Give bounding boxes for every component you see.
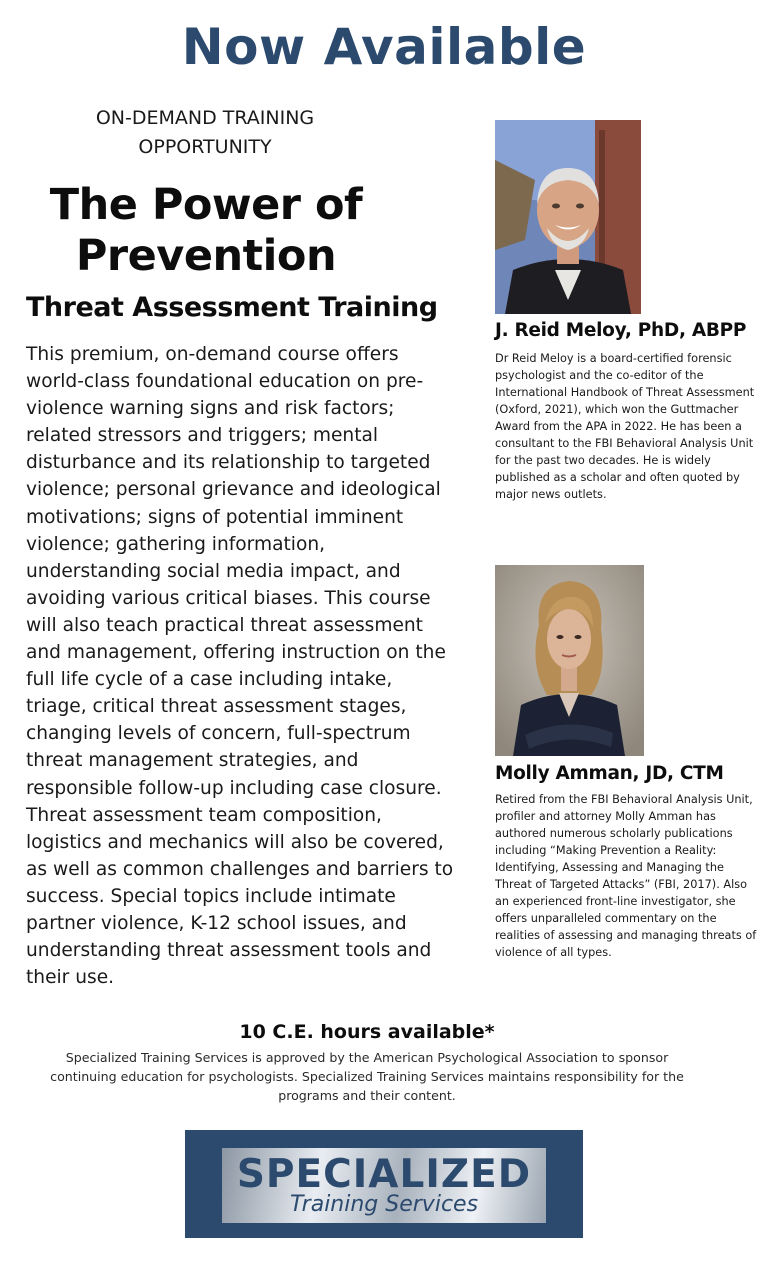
presenter-name-meloy: J. Reid Meloy, PhD, ABPP — [495, 320, 747, 341]
presenter-name-amman: Molly Amman, JD, CTM — [495, 763, 724, 784]
logo-tagline: Training Services — [289, 1192, 479, 1217]
ce-approval-note: Specialized Training Services is approved by the American Psychological Association to sponsor continuing education for psychologists. Specialized Training Services maintains responsibility for the programs and their content. — [50, 1050, 684, 1103]
course-subtitle: Threat Assessment Training — [26, 292, 438, 323]
course-description: This premium, on-demand course offers world-class foundational education on pre-violence warning signs and risk factors; related stressors and triggers; mental disturbance and its relationship to targeted violence; personal grievance and ideological motivations; signs of potential imminent violence; gathering information, understanding social media impact, and avoiding various critical biases. This course will also teach practical threat assessment and management, offering instruction on the full life cycle of a case including intake, triage, critical threat assessment stages, changing levels of concern, full-spectrum threat management strategies, and responsible follow-up including case closure. Threat assessment team composition, logistics and mechanics will also be covered, as well as common challenges and barriers to success. Special topics include intimate partner violence, K-12 school issues, and understanding threat assessment tools and their use. — [26, 344, 454, 989]
presenter-photo-amman — [495, 565, 644, 756]
training-kicker: ON-DEMAND TRAINING OPPORTUNITY — [95, 107, 315, 158]
presenter-bio-meloy: Dr Reid Meloy is a board-certified forensic psychologist and the co-editor of the International Handbook of Threat Assessment (Oxford, 2021), which won the Guttmacher Award from the APA in 2022. He has been a consultant to the FBI Behavioral Analysis Unit for the past two decades. He is widely published as a scholar and often quoted by major news outlets. — [495, 352, 755, 501]
logo-wordmark: SPECIALIZED — [236, 1152, 532, 1197]
presenter-photo-meloy — [495, 120, 641, 314]
ce-hours-heading: 10 C.E. hours available* — [239, 1021, 495, 1043]
course-title: The Power of Prevention — [49, 180, 363, 281]
logo-metal-plate — [222, 1148, 546, 1223]
specialized-training-logo — [185, 1130, 583, 1238]
page-headline: Now Available — [181, 18, 587, 76]
presenter-bio-amman: Retired from the FBI Behavioral Analysis Unit, profiler and attorney Molly Amman has authored numerous scholarly publications including “Making Prevention a Reality: Identifying, Assessing and Managing the Threat of Targeted Attacks” (FBI, 2017). Also an experienced front-line investigator, she offers unparalleled commentary on the realities of assessing and managing threats of violence of all types. — [495, 793, 757, 959]
